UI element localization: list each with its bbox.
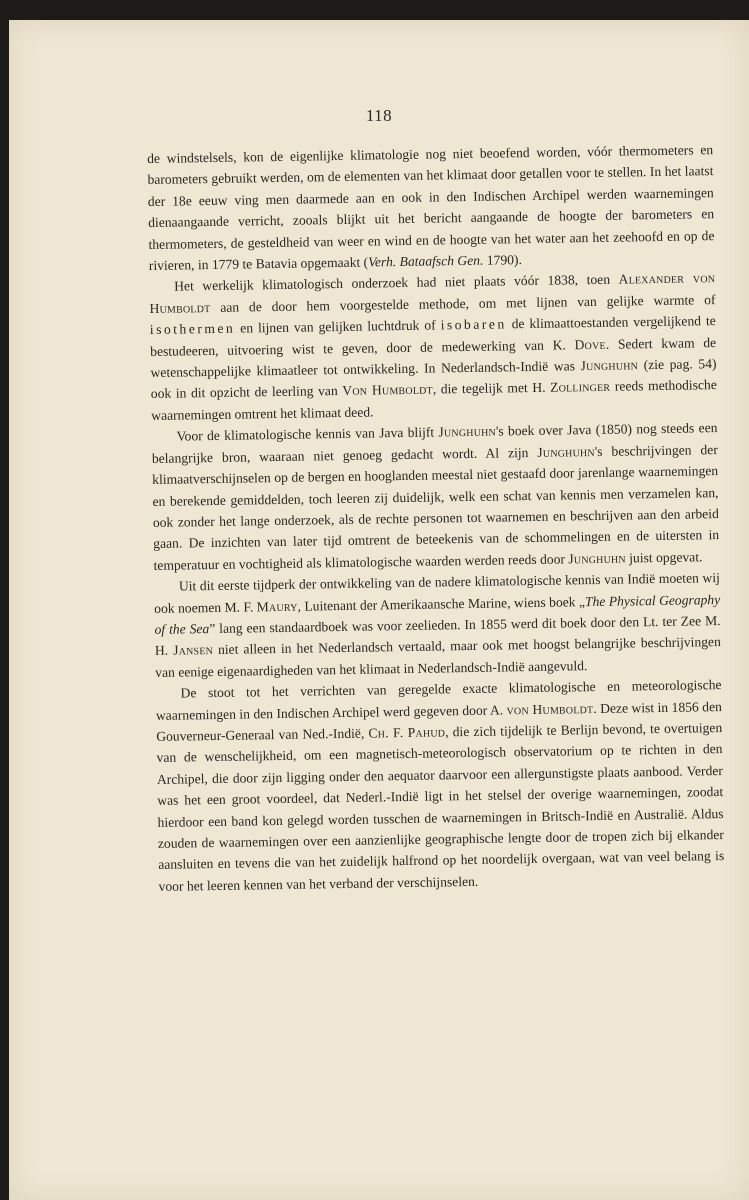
text-run: De stoot tot het verrichten van geregelde exacte klimatologische en meteorologische waarnemingen in den Indischen Archipel werd gegeven door A. (155, 677, 722, 723)
text-run: Maury (256, 598, 298, 614)
text-run: de windstelsels, kon de eigenlijke klimatologie nog niet beoefend worden, vóór thermometers en barometers gebruikt werden, om de elementen van het klimaat door getallen voor te stellen. In het laatst der 18e eeuw ving men daarmede aan en ook in den Indischen Archipel werden waarnemingen dienaangaande verricht, zooals blijkt uit het bericht aangaande de hoogte der barometers en thermometers, de gesteldheid van weer en wind en de hoogte van het water aan het zeehoofd en op de rivieren, in 1779 te Batavia opgemaakt ( (147, 142, 715, 274)
text-run: reeds methodische waarnemingen omtrent het klimaat deed. (151, 377, 717, 423)
text-run: isothermen (149, 320, 236, 338)
body-text (147, 139, 725, 897)
text-run: 1790). (483, 252, 523, 268)
text-run: Zollinger (550, 379, 611, 396)
text-run: (zie pag. 54) ook in dit opzicht de leerling van (150, 356, 717, 402)
text-run: Voor de klimatologische kennis van Java blijft (176, 424, 439, 444)
text-run: Verh. Bataafsch Gen. (368, 252, 484, 270)
text-run: The Physical Geography of the Sea (154, 591, 721, 637)
text-run: juist opgevat. (625, 549, 703, 566)
paragraph-1 (147, 139, 715, 276)
text-run: Junghuhn (438, 423, 497, 440)
text-run: 's boek over Java (1850) nog steeds een belangrijke bron, waaraan niet genoeg gedacht wordt. Al zijn (151, 420, 718, 466)
text-run: Junghuhn (580, 357, 639, 374)
text-run: aan de door hem voorgestelde methode, om met lijnen van gelijke warmte of (210, 291, 716, 315)
text-run: . Sedert kwam de wetenschappelijke klimaatleer tot ontwikkeling. In Nederlandsch-Indië was (150, 334, 717, 381)
paragraph-3 (151, 417, 719, 576)
page-number: 118 (365, 106, 393, 125)
text-run: Uit dit eerste tijdperk der ontwikkeling van de nadere klimatologische kennis van Indië moeten wij ook noemen M. F. (154, 570, 720, 616)
text-run: isobaren (440, 316, 507, 333)
text-run: Junghuhn (568, 550, 626, 567)
text-run: , die tegelijk met H. (432, 380, 551, 398)
text-run: Junghuhn (537, 443, 595, 460)
text-run: Ch. F. Pahud (368, 724, 446, 741)
text-run: niet alleen in het Nederlandsch vertaald, maar ook met hoogst belangrijke beschrijvingen van eenige eigenaardigheden van het klimaat in Nederlandsch-Indië aangevuld. (155, 634, 721, 680)
text-run: , die zich tijdelijk te Berlijn bevond, te overtuigen van de wenschelijkheid, om een magnetisch-meteorologisch observatorium op te richten in den Archipel, die door zijn ligging onder den aequator daarvoor een allergunstigste plaats aanbood. Verder was het een groot voordeel, dat Nederl.-Indië ligt in het stelsel der overige waarnemingen, zoodat hierdoor een band kon gelegd worden tusschen de waarnemingen in Britsch-Indië en Australië. Aldus zouden de waarnemingen over een aanzienlijke geographische lengte door de tropen zich bij elkander aansluiten en tevens die van het zuidelijk halfrond op het noordelijk overgaan, wat van veel belang is voor het leeren kennen van het verband der verschijnselen. (156, 720, 725, 894)
text-run: . Deze wist in 1856 den Gouverneur-Generaal van Ned.-Indië, (156, 698, 722, 744)
text-run: 's beschrijvingen der klimaatverschijnselen op de bergen en hooglanden meestal niet gestaafd door jarenlange waarnemingen en berekende gemiddelden, toch leeren zij duidelijk, welk een schat van kennis men verzamelen kan, ook zonder het lange onderzoek, als de rechte personen tot waarnemen en beschrijven aan den arbeid gaan. De inzichten van later tijd omtrent de beteekenis van de schommelingen en de uitersten in temperatuur en vochtigheid als klimatologische waarden werden reeds door (152, 441, 720, 573)
text-run: , Luitenant der Amerikaansche Marine, wiens boek „ (297, 593, 586, 614)
book-page (9, 20, 749, 1200)
paragraph-5 (155, 674, 724, 897)
text-run: Von Humboldt (342, 382, 433, 399)
text-run: en lijnen van gelijken luchtdruk of (235, 317, 441, 336)
text-run: Alexander von Humboldt (149, 270, 716, 316)
text-run: Dove (574, 336, 606, 352)
text-run: de klimaattoestanden vergelijkend te bestudeeren, uitvoering wist te geven, door de medewerking van K. (150, 313, 716, 359)
paragraph-2 (149, 268, 717, 427)
text-run: Jansen (173, 642, 214, 658)
text-run: ” lang een standaardboek was voor zeelieden. In 1855 werd dit boek door den Lt. ter Zee M. H. (154, 612, 721, 659)
paragraph-4 (154, 567, 722, 683)
text-run: von Humboldt (506, 700, 594, 717)
text-run: Het werkelijk klimatologisch onderzoek had niet plaats vóór 1838, toen (174, 272, 619, 295)
